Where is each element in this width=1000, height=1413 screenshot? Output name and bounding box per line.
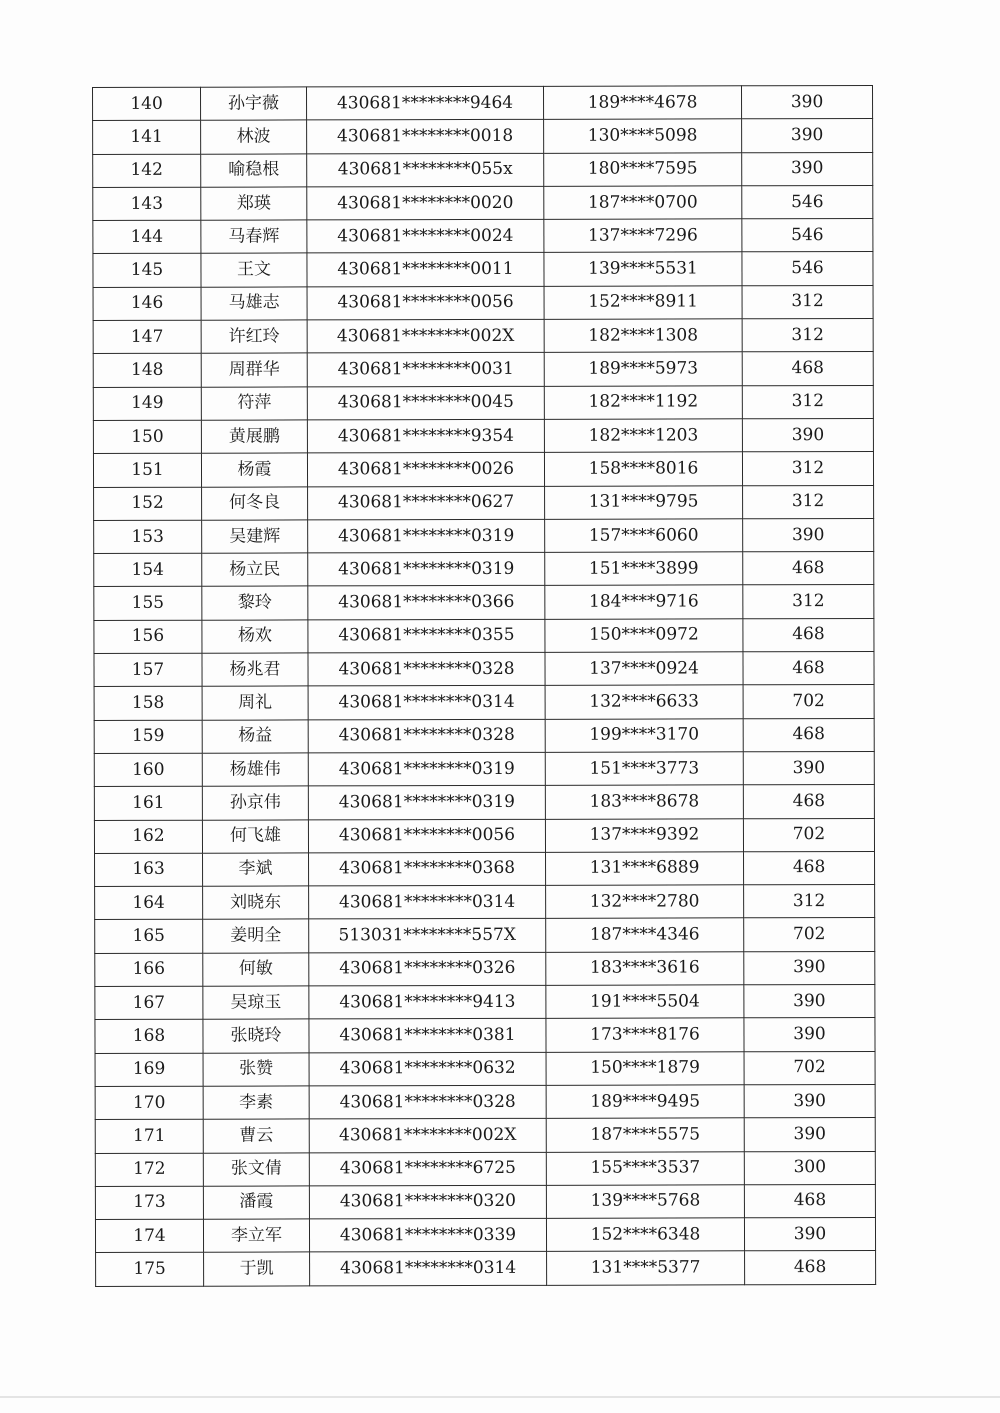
- id-number-cell: 430681********0319: [308, 786, 545, 820]
- records-body: [93, 85, 876, 1286]
- row-number-cell: 170: [95, 1086, 203, 1120]
- table-row: [93, 152, 873, 187]
- table-row: [95, 1051, 875, 1086]
- name-cell: 孙京伟: [202, 786, 308, 820]
- phone-cell: 137****7296: [544, 219, 742, 253]
- amount-cell: 546: [742, 252, 873, 286]
- row-number-cell: 155: [94, 587, 202, 621]
- name-cell: 杨霞: [201, 453, 307, 487]
- phone-cell: 150****0972: [545, 619, 743, 653]
- row-number-cell: 169: [95, 1053, 203, 1087]
- name-cell: 马雄志: [201, 287, 307, 321]
- table-row: [93, 119, 873, 154]
- phone-cell: 155****3537: [546, 1151, 744, 1185]
- table-row: [93, 452, 873, 487]
- id-number-cell: 430681********0381: [309, 1019, 546, 1053]
- row-number-cell: 163: [95, 853, 203, 887]
- name-cell: 张赞: [203, 1053, 309, 1087]
- amount-cell: 468: [743, 652, 874, 686]
- amount-cell: 312: [742, 385, 873, 419]
- amount-cell: 468: [745, 1251, 876, 1285]
- row-number-cell: 149: [93, 387, 201, 421]
- amount-cell: 312: [742, 452, 873, 486]
- name-cell: 郑瑛: [201, 187, 307, 221]
- table-row: [93, 352, 873, 387]
- id-number-cell: 430681********0355: [308, 619, 545, 653]
- amount-cell: 468: [743, 785, 874, 819]
- amount-cell: 702: [743, 818, 874, 852]
- amount-cell: 468: [744, 851, 875, 885]
- phone-cell: 132****2780: [546, 885, 744, 919]
- phone-cell: 151****3899: [545, 552, 743, 586]
- row-number-cell: 157: [94, 653, 202, 687]
- amount-cell: 702: [744, 1051, 875, 1085]
- table-row: [94, 751, 874, 786]
- row-number-cell: 166: [95, 953, 203, 987]
- amount-cell: 390: [743, 751, 874, 785]
- id-number-cell: 430681********9464: [307, 86, 544, 120]
- name-cell: 孙宇薇: [201, 87, 307, 121]
- records-table: [92, 85, 876, 1287]
- name-cell: 杨欢: [202, 620, 308, 654]
- id-number-cell: 430681********0024: [307, 220, 544, 254]
- row-number-cell: 154: [94, 553, 202, 587]
- phone-cell: 132****6633: [545, 685, 743, 719]
- amount-cell: 390: [742, 119, 873, 153]
- table-row: [93, 185, 873, 220]
- id-number-cell: 430681********0314: [308, 686, 545, 720]
- id-number-cell: 430681********0020: [307, 186, 544, 220]
- table-row: [95, 885, 875, 920]
- row-number-cell: 147: [93, 320, 201, 354]
- id-number-cell: 430681********0320: [309, 1185, 546, 1219]
- id-number-cell: 430681********0339: [309, 1218, 546, 1252]
- id-number-cell: 430681********0314: [310, 1252, 547, 1286]
- name-cell: 杨立民: [202, 553, 308, 587]
- amount-cell: 468: [743, 552, 874, 586]
- phone-cell: 189****4678: [543, 86, 741, 120]
- table-row: [93, 319, 873, 354]
- amount-cell: 702: [744, 918, 875, 952]
- row-number-cell: 161: [94, 786, 202, 820]
- phone-cell: 158****8016: [544, 452, 742, 486]
- row-number-cell: 168: [95, 1020, 203, 1054]
- table-row: [93, 385, 873, 420]
- phone-cell: 137****0924: [545, 652, 743, 686]
- amount-cell: 390: [744, 1018, 875, 1052]
- name-cell: 许红玲: [201, 320, 307, 354]
- phone-cell: 130****5098: [544, 119, 742, 153]
- table-row: [95, 1018, 875, 1053]
- row-number-cell: 143: [93, 187, 201, 221]
- phone-cell: 139****5531: [544, 252, 742, 286]
- phone-cell: 180****7595: [544, 152, 742, 186]
- amount-cell: 468: [743, 718, 874, 752]
- amount-cell: 390: [743, 518, 874, 552]
- amount-cell: 468: [742, 352, 873, 386]
- table-row: [94, 485, 874, 520]
- amount-cell: 546: [742, 219, 873, 253]
- row-number-cell: 173: [95, 1186, 203, 1220]
- table-row: [93, 219, 873, 254]
- id-number-cell: 430681********0056: [308, 819, 545, 853]
- scan-edge-line: [0, 1396, 1000, 1398]
- phone-cell: 189****9495: [546, 1085, 744, 1119]
- amount-cell: 312: [744, 885, 875, 919]
- table-row: [94, 785, 874, 820]
- name-cell: 于凯: [204, 1252, 310, 1286]
- name-cell: 周礼: [202, 686, 308, 720]
- amount-cell: 390: [744, 1118, 875, 1152]
- table-row: [95, 1118, 875, 1153]
- id-number-cell: 430681********0314: [309, 885, 546, 919]
- row-number-cell: 145: [93, 254, 201, 288]
- table-row: [94, 618, 874, 653]
- row-number-cell: 158: [94, 687, 202, 721]
- phone-cell: 191****5504: [546, 985, 744, 1019]
- name-cell: 黎玲: [202, 586, 308, 620]
- name-cell: 符萍: [201, 387, 307, 421]
- id-number-cell: 430681********0328: [308, 652, 545, 686]
- phone-cell: 187****0700: [544, 186, 742, 220]
- phone-cell: 187****4346: [546, 918, 744, 952]
- amount-cell: 300: [744, 1151, 875, 1185]
- amount-cell: 468: [744, 1184, 875, 1218]
- phone-cell: 151****3773: [545, 752, 743, 786]
- id-number-cell: 430681********002X: [307, 319, 544, 353]
- table-row: [93, 85, 873, 120]
- phone-cell: 183****8678: [545, 785, 743, 819]
- phone-cell: 150****1879: [546, 1051, 744, 1085]
- id-number-cell: 430681********0319: [308, 752, 545, 786]
- id-number-cell: 430681********0045: [307, 386, 544, 420]
- table-row: [95, 1184, 875, 1219]
- amount-cell: 468: [743, 618, 874, 652]
- amount-cell: 312: [742, 319, 873, 353]
- row-number-cell: 160: [94, 753, 202, 787]
- table-row: [94, 685, 874, 720]
- row-number-cell: 165: [95, 920, 203, 954]
- id-number-cell: 430681********9413: [309, 985, 546, 1019]
- id-number-cell: 430681********0319: [308, 552, 545, 586]
- id-number-cell: 430681********055x: [307, 153, 544, 187]
- table-row: [93, 418, 873, 453]
- phone-cell: 139****5768: [546, 1185, 744, 1219]
- id-number-cell: 430681********0632: [309, 1052, 546, 1086]
- row-number-cell: 175: [96, 1253, 204, 1287]
- table-row: [94, 718, 874, 753]
- name-cell: 周群华: [201, 353, 307, 387]
- name-cell: 杨益: [202, 720, 308, 754]
- row-number-cell: 144: [93, 220, 201, 254]
- amount-cell: 546: [742, 185, 873, 219]
- name-cell: 何敏: [203, 953, 309, 987]
- name-cell: 杨雄伟: [202, 753, 308, 787]
- row-number-cell: 142: [93, 154, 201, 188]
- name-cell: 黄展鹏: [201, 420, 307, 454]
- id-number-cell: 430681********0031: [307, 353, 544, 387]
- amount-cell: 390: [744, 951, 875, 985]
- table-row: [94, 518, 874, 553]
- amount-cell: 390: [744, 984, 875, 1018]
- amount-cell: 312: [743, 585, 874, 619]
- phone-cell: 173****8176: [546, 1018, 744, 1052]
- phone-cell: 187****5575: [546, 1118, 744, 1152]
- phone-cell: 189****5973: [544, 352, 742, 386]
- phone-cell: 131****6889: [546, 852, 744, 886]
- row-number-cell: 167: [95, 986, 203, 1020]
- amount-cell: 390: [744, 1218, 875, 1252]
- amount-cell: 312: [743, 485, 874, 519]
- row-number-cell: 156: [94, 620, 202, 654]
- name-cell: 林波: [201, 120, 307, 154]
- id-number-cell: 513031********557X: [309, 919, 546, 953]
- id-number-cell: 430681********0328: [308, 719, 545, 753]
- table-row: [95, 1151, 875, 1186]
- name-cell: 马春辉: [201, 220, 307, 254]
- amount-cell: 312: [742, 285, 873, 319]
- phone-cell: 152****6348: [546, 1218, 744, 1252]
- amount-cell: 390: [744, 1084, 875, 1118]
- phone-cell: 183****3616: [546, 952, 744, 986]
- amount-cell: 390: [741, 85, 872, 119]
- name-cell: 吴琼玉: [203, 986, 309, 1020]
- amount-cell: 390: [742, 418, 873, 452]
- name-cell: 曹云: [203, 1119, 309, 1153]
- table-row: [93, 252, 873, 287]
- name-cell: 刘晓东: [203, 886, 309, 920]
- name-cell: 杨兆君: [202, 653, 308, 687]
- phone-cell: 131****9795: [545, 485, 743, 519]
- table-row: [95, 1218, 875, 1253]
- name-cell: 潘霞: [203, 1186, 309, 1220]
- phone-cell: 157****6060: [545, 519, 743, 553]
- id-number-cell: 430681********0018: [307, 120, 544, 154]
- name-cell: 王文: [201, 253, 307, 287]
- id-number-cell: 430681********0319: [308, 519, 545, 553]
- name-cell: 何冬良: [202, 486, 308, 520]
- id-number-cell: 430681********002X: [309, 1119, 546, 1153]
- row-number-cell: 146: [93, 287, 201, 321]
- table-row: [94, 585, 874, 620]
- table-row: [94, 652, 874, 687]
- phone-cell: 137****9392: [545, 818, 743, 852]
- id-number-cell: 430681********0011: [307, 253, 544, 287]
- row-number-cell: 153: [94, 520, 202, 554]
- row-number-cell: 141: [93, 121, 201, 155]
- id-number-cell: 430681********6725: [309, 1152, 546, 1186]
- table-row: [95, 1084, 875, 1119]
- name-cell: 吴建辉: [202, 520, 308, 554]
- name-cell: 姜明全: [203, 919, 309, 953]
- row-number-cell: 152: [94, 487, 202, 521]
- row-number-cell: 164: [95, 886, 203, 920]
- row-number-cell: 159: [94, 720, 202, 754]
- name-cell: 何飞雄: [202, 819, 308, 853]
- id-number-cell: 430681********0026: [307, 453, 544, 487]
- table-row: [95, 951, 875, 986]
- id-number-cell: 430681********0627: [308, 486, 545, 520]
- row-number-cell: 151: [93, 453, 201, 487]
- row-number-cell: 171: [95, 1119, 203, 1153]
- amount-cell: 702: [743, 685, 874, 719]
- id-number-cell: 430681********9354: [307, 419, 544, 453]
- table-row: [95, 851, 875, 886]
- id-number-cell: 430681********0368: [309, 852, 546, 886]
- phone-cell: 182****1203: [544, 419, 742, 453]
- row-number-cell: 174: [95, 1219, 203, 1253]
- row-number-cell: 162: [94, 820, 202, 854]
- table-row: [95, 984, 875, 1019]
- name-cell: 张文倩: [203, 1152, 309, 1186]
- table-row: [94, 552, 874, 587]
- id-number-cell: 430681********0366: [308, 586, 545, 620]
- phone-cell: 182****1192: [544, 385, 742, 419]
- table-row: [94, 818, 874, 853]
- row-number-cell: 148: [93, 354, 201, 388]
- phone-cell: 199****3170: [545, 718, 743, 752]
- table-row: [96, 1251, 876, 1286]
- id-number-cell: 430681********0056: [307, 286, 544, 320]
- name-cell: 李素: [203, 1086, 309, 1120]
- name-cell: 李斌: [203, 853, 309, 887]
- amount-cell: 390: [742, 152, 873, 186]
- table-row: [93, 285, 873, 320]
- phone-cell: 184****9716: [545, 585, 743, 619]
- id-number-cell: 430681********0326: [309, 952, 546, 986]
- name-cell: 李立军: [203, 1219, 309, 1253]
- table-row: [95, 918, 875, 953]
- name-cell: 喻稳根: [201, 154, 307, 188]
- row-number-cell: 140: [93, 87, 201, 121]
- name-cell: 张晓玲: [203, 1019, 309, 1053]
- phone-cell: 182****1308: [544, 319, 742, 353]
- phone-cell: 152****8911: [544, 286, 742, 320]
- id-number-cell: 430681********0328: [309, 1085, 546, 1119]
- row-number-cell: 172: [95, 1153, 203, 1187]
- phone-cell: 131****5377: [547, 1251, 745, 1285]
- row-number-cell: 150: [93, 420, 201, 454]
